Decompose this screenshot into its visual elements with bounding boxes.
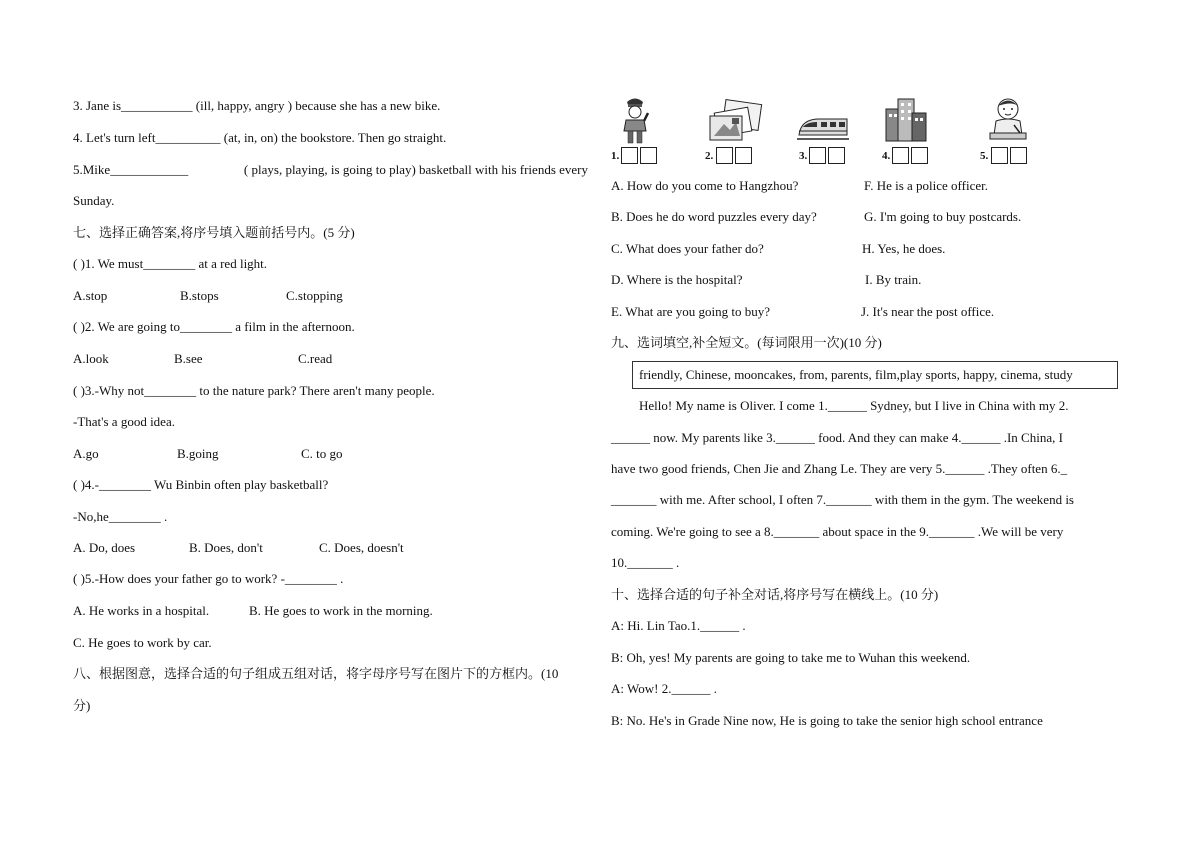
answer-box[interactable]: [640, 147, 657, 164]
option-b: B. Does he do word puzzles every day?: [611, 209, 817, 224]
option-d: D. Where is the hospital?: [611, 272, 743, 287]
s7-q3-option-b: B.going: [177, 446, 219, 461]
word-box-text: friendly, Chinese, mooncakes, from, parents, film,play sports, happy, cinema, study: [639, 367, 1073, 382]
section-10-title: 十、选择合适的句子补全对话,将序号写在横线上。(10 分): [611, 587, 939, 602]
s7-q4-reply: -No,he________ .: [73, 509, 168, 524]
postcards-icon: [706, 98, 764, 144]
s7-q3-reply: -That's a good idea.: [73, 414, 175, 429]
s7-q4-option-c: C. Does, doesn't: [319, 540, 404, 555]
section-8-title: 八、根据图意，选择合适的句子组成五组对话，将字母序号写在图片下的方框内。(10: [73, 666, 559, 681]
question-3: 3. Jane is___________ (ill, happy, angry ) because she has a new bike.: [73, 98, 441, 113]
word-box: [632, 361, 1118, 389]
s7-q3-option-a: A.go: [73, 446, 99, 461]
s7-q2-option-a: A.look: [73, 351, 109, 366]
s7-q1-option-a: A.stop: [73, 288, 108, 303]
s7-question-3: ( )3.-Why not________ to the nature park? There aren't many people.: [73, 383, 435, 398]
s7-q5-option-b: B. He goes to work in the morning.: [249, 603, 433, 618]
question-5: [73, 162, 588, 178]
s7-q2-option-c: C.read: [298, 351, 333, 366]
passage-line-3: have two good friends, Chen Jie and Zhang Le. They are very 5.______ .They often 6._: [611, 461, 1068, 476]
answer-box[interactable]: [991, 147, 1008, 164]
passage-line-4: _______ with me. After school, I often 7._______ with them in the gym. The weekend is: [611, 492, 1074, 507]
question-4: 4. Let's turn left__________ (at, in, on) the bookstore. Then go straight.: [73, 130, 447, 145]
s7-q5-option-a: A. He works in a hospital.: [73, 603, 210, 618]
s7-q1-option-c: C.stopping: [286, 288, 343, 303]
answer-box[interactable]: [911, 147, 928, 164]
s7-q5-option-c: C. He goes to work by car.: [73, 635, 212, 650]
option-a: A. How do you come to Hangzhou?: [611, 178, 799, 193]
s7-q3-option-c: C. to go: [301, 446, 343, 461]
question-5-choices: ( plays, playing, is going to play) basketball with his friends every: [243, 162, 588, 177]
section-9-title: 九、选词填空,补全短文。(每词限用一次)(10 分): [611, 335, 882, 350]
dialog-line-3: A: Wow! 2.______ .: [611, 681, 717, 696]
s7-question-2: ( )2. We are going to________ a film in the afternoon.: [73, 319, 355, 334]
answer-box[interactable]: [892, 147, 909, 164]
option-i: I. By train.: [865, 272, 922, 287]
section-7-title: 七、选择正确答案,将序号填入题前括号内。(5 分): [73, 225, 355, 240]
boy-writing-icon: [984, 95, 1032, 143]
s7-q4-option-b: B. Does, don't: [189, 540, 263, 555]
s7-question-4: ( )4.-________ Wu Binbin often play basketball?: [73, 477, 329, 492]
passage-line-2: ______ now. My parents like 3.______ food. And they can make 4.______ .In China, I: [611, 430, 1063, 445]
section-8-title-cont: 分): [73, 698, 91, 713]
picture-4-number: 4.: [882, 150, 891, 162]
passage-line-5: coming. We're going to see a 8._______ about space in the 9._______ .We will be very: [611, 524, 1064, 539]
option-g: G. I'm going to buy postcards.: [864, 209, 1022, 224]
picture-1-number: 1.: [611, 150, 620, 162]
s7-q2-option-b: B.see: [174, 351, 203, 366]
answer-box[interactable]: [809, 147, 826, 164]
police-officer-icon: [620, 93, 650, 145]
s7-question-1: ( )1. We must________ at a red light.: [73, 256, 268, 271]
answer-box[interactable]: [735, 147, 752, 164]
city-buildings-icon: [882, 95, 930, 143]
answer-box[interactable]: [621, 147, 638, 164]
option-e: E. What are you going to buy?: [611, 304, 770, 319]
option-h: H. Yes, he does.: [862, 241, 946, 256]
picture-5-number: 5.: [980, 150, 989, 162]
option-c: C. What does your father do?: [611, 241, 764, 256]
question-5-blank: 5.Mike____________: [73, 162, 189, 177]
answer-box[interactable]: [828, 147, 845, 164]
option-j: J. It's near the post office.: [861, 304, 995, 319]
question-5-cont: Sunday.: [73, 193, 115, 208]
passage-line-6: 10._______ .: [611, 555, 680, 570]
answer-box[interactable]: [1010, 147, 1027, 164]
picture-2-number: 2.: [705, 150, 714, 162]
passage-line-1: Hello! My name is Oliver. I come 1.______ Sydney, but I live in China with my 2.: [639, 398, 1069, 413]
s7-q4-option-a: A. Do, does: [73, 540, 136, 555]
train-icon: [797, 113, 849, 143]
dialog-line-2: B: Oh, yes! My parents are going to take me to Wuhan this weekend.: [611, 650, 971, 665]
dialog-line-4: B: No. He's in Grade Nine now, He is going to take the senior high school entrance: [611, 713, 1043, 728]
dialog-line-1: A: Hi. Lin Tao.1.______ .: [611, 618, 746, 633]
option-f: F. He is a police officer.: [864, 178, 988, 193]
s7-q1-option-b: B.stops: [180, 288, 219, 303]
s7-question-5: ( )5.-How does your father go to work? -________ .: [73, 571, 344, 586]
picture-3-number: 3.: [799, 150, 808, 162]
answer-box[interactable]: [716, 147, 733, 164]
